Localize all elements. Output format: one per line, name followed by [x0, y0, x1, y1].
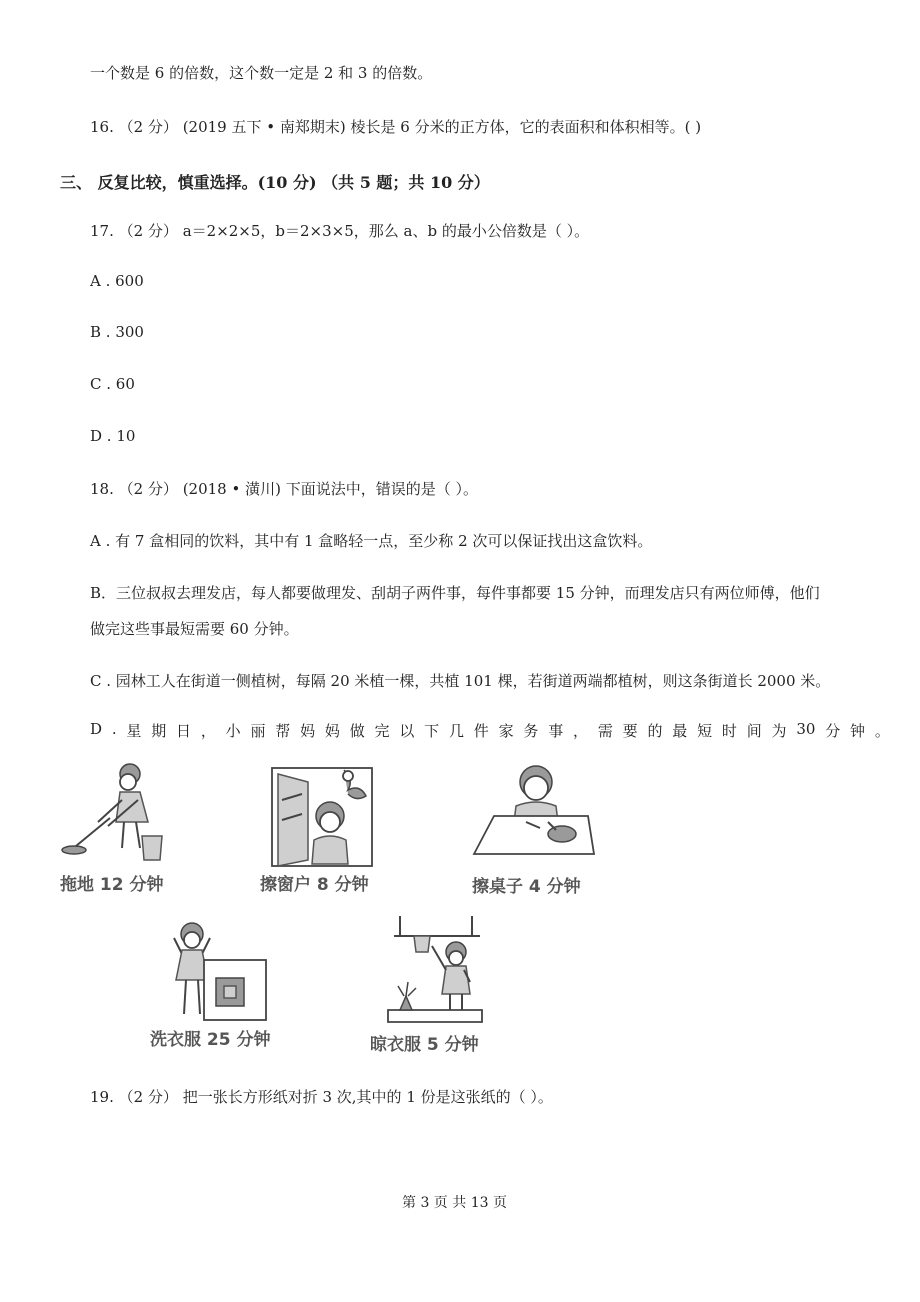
hanging-clothes-illustration: [380, 912, 490, 1027]
option-18-d-token: 期: [151, 722, 167, 740]
question-17: 17. （2 分） a＝2×2×5，b＝2×3×5，那么 a、b 的最小公倍数是（ ）。: [90, 222, 590, 240]
caption-hang: 晾衣服 5 分钟: [370, 1035, 479, 1055]
question-16: 16. （2 分） (2019 五下 • 南郑期末) 棱长是 6 分米的正方体，它的表面积和体积相等。( ): [90, 118, 702, 136]
option-18-c: C . 园林工人在街道一侧植树，每隔 20 米植一棵，共植 101 棵，若街道两端都植树，则这条街道长 2000 米。: [90, 672, 831, 690]
option-18-d-token: 妈: [300, 722, 316, 740]
option-18-b-line2: 做完这些事最短需要 60 分钟。: [90, 620, 299, 638]
option-18-d-token: 需: [597, 722, 613, 740]
option-18-d-token: 帮: [275, 722, 291, 740]
option-18-d-token: 家: [498, 722, 514, 740]
option-18-d-token: 丽: [250, 722, 266, 740]
option-18-d-token: 做: [349, 722, 365, 740]
option-18-d-token: 为: [771, 722, 787, 740]
caption-window: 擦窗户 8 分钟: [260, 875, 369, 895]
option-18-d-token: 妈: [324, 722, 340, 740]
caption-mopping: 拖地 12 分钟: [60, 875, 164, 895]
option-18-d-token: 最: [672, 722, 688, 740]
option-18-d-token: 小: [225, 722, 241, 740]
option-18-d-token: 件: [473, 722, 489, 740]
statement-line: 一个数是 6 的倍数，这个数一定是 2 和 3 的倍数。: [90, 64, 433, 82]
option-18-d-token: 事: [548, 722, 564, 740]
caption-laundry: 洗衣服 25 分钟: [150, 1030, 271, 1050]
option-18-d-token: 短: [697, 722, 713, 740]
section-3-title: 三、 反复比较，慎重选择。(10 分) （共 5 题；共 10 分）: [60, 173, 490, 192]
option-18-d-token: 时: [721, 722, 737, 740]
option-18-d: [90, 720, 890, 741]
option-18-d-token: 钟: [850, 722, 866, 740]
option-18-d-token: 。: [874, 722, 890, 740]
washing-clothes-illustration: [164, 918, 274, 1023]
option-17-b: B . 300: [90, 323, 144, 341]
question-19: 19. （2 分） 把一张长方形纸对折 3 次,其中的 1 份是这张纸的（ ）。: [90, 1088, 553, 1106]
caption-table: 擦桌子 4 分钟: [472, 877, 581, 897]
option-18-a: A . 有 7 盒相同的饮料，其中有 1 盒略轻一点，至少称 2 次可以保证找出这盒饮料。: [90, 532, 653, 550]
option-18-d-token: 下: [424, 722, 440, 740]
option-17-c: C . 60: [90, 375, 135, 393]
option-18-d-token: ，: [573, 722, 589, 740]
option-18-d-token: D: [90, 720, 103, 738]
option-18-b-line1: B．三位叔叔去理发店，每人都要做理发、刮胡子两件事，每件事都要 15 分钟，而理发店只有两位师傅，他们: [90, 584, 820, 602]
option-18-d-token: 星: [126, 722, 142, 740]
option-18-d-token: ，: [200, 722, 216, 740]
option-18-d-token: 要: [622, 722, 638, 740]
option-17-d: D . 10: [90, 427, 136, 445]
option-18-d-token: 以: [399, 722, 415, 740]
option-18-d-token: 间: [746, 722, 762, 740]
mopping-illustration: [58, 760, 178, 865]
question-18: 18. （2 分） (2018 • 潢川) 下面说法中，错误的是（ ）。: [90, 480, 479, 498]
option-18-d-token: 务: [523, 722, 539, 740]
table-wiping-illustration: [470, 762, 600, 862]
option-18-d-token: 几: [448, 722, 464, 740]
option-18-d-token: 完: [374, 722, 390, 740]
page-footer: 第 3 页 共 13 页: [402, 1195, 507, 1211]
window-cleaning-illustration: [268, 760, 378, 870]
option-18-d-token: 的: [647, 722, 663, 740]
option-18-d-token: 分: [825, 722, 841, 740]
option-17-a: A . 600: [90, 272, 144, 290]
option-18-d-token: .: [111, 720, 117, 738]
option-18-d-token: 30: [796, 720, 816, 738]
option-18-d-token: 日: [176, 722, 192, 740]
